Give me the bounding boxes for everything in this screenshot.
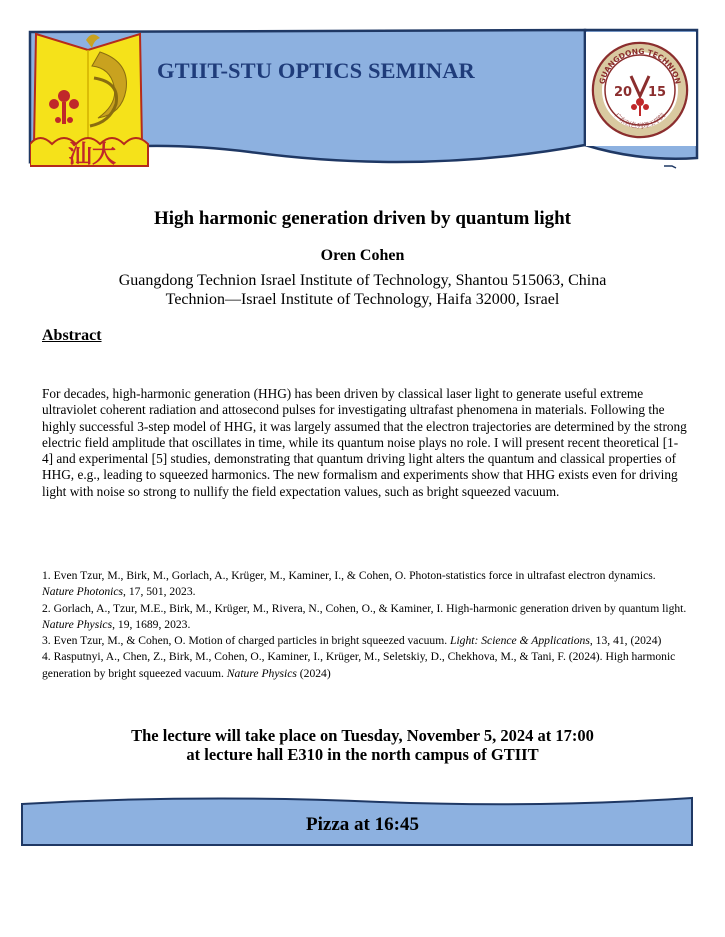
abstract-text: For decades, high-harmonic generation (HHG) has been driven by classical laser light to generate useful extreme ultraviolet coherent radiation and attosecond pulses for investigating ultrafast phenomena in materials. Following the highly successful 3-step model of HHG, it was largely assumed that the electron trajectories are determined by the strong electric field amplitude that oscillates in time, while its quantum noise plays no role. I will present recent theoretical [1-4] and experimental [5] studies, demonstrating that quantum driving light alters the quantum and classical properties of HHG, e.g., leading to squeezed harmonics. The new formalism and experiments show that HHG exists even for driving light with noise so strong to nullify the field expectation values, such as bright squeezed vacuum. (42, 386, 687, 499)
stu-logo-icon (30, 32, 150, 172)
reference-journal: Light: Science & Applications (450, 634, 590, 648)
references-list (42, 568, 690, 682)
gtiit-ring-text: GUANGDONG TECHNION (597, 46, 683, 85)
reference-item: 1. Even Tzur, M., Birk, M., Gorlach, A., Krüger, M., Kaminer, I., & Cohen, O. Photon-statistics force in ultrafast electron dynamics. Nature Photonics, 17, 501, 2023. (42, 569, 656, 599)
affiliation-2: Technion—Israel Institute of Technology, Haifa 32000, Israel (165, 291, 560, 308)
gtiit-year-right: 15 (647, 85, 667, 100)
reference-journal: Nature Photonics (42, 585, 124, 599)
affiliation-1: Guangdong Technion Israel Institute of Technology, Shantou 515063, China (118, 272, 607, 289)
lecture-time: The lecture will take place on Tuesday, November 5, 2024 at 17:00 (131, 726, 594, 745)
reference-item: 4. Rasputnyi, A., Chen, Z., Birk, M., Cohen, O., Kaminer, I., Krüger, M., Seletskiy, D., Chekhova, M., & Tani, F. (2024). High harmonic generation by bright squeezed vacuum. Nature Physics (2024) (42, 650, 676, 680)
reference-journal: Nature Physics (42, 617, 113, 631)
gtiit-year-left: 20 (613, 85, 633, 100)
seminar-title: GTIIT-STU OPTICS SEMINAR (157, 58, 475, 83)
gtiit-chinese-text: 广东以色列理工学院 (613, 111, 667, 130)
reference-journal: Nature Physics (226, 666, 297, 680)
speaker-name: Oren Cohen (320, 247, 405, 264)
pizza-time: Pizza at 16:45 (306, 814, 419, 835)
reference-item: 3. Even Tzur, M., & Cohen, O. Motion of charged particles in bright squeezed vacuum. Light: Science & Applications, 13, 41, (2024) (42, 634, 662, 648)
talk-title: High harmonic generation driven by quantum light (154, 208, 571, 229)
reference-item: 2. Gorlach, A., Tzur, M.E., Birk, M., Krüger, M., Rivera, N., Cohen, O., & Kaminer, I. High-harmonic generation driven by quantum light. Nature Physics, 19, 1689, 2023. (42, 601, 687, 631)
abstract-heading: Abstract (42, 327, 102, 344)
gtiit-logo-icon (590, 40, 690, 140)
stu-logo-text: 汕大 (68, 140, 116, 168)
lecture-location: at lecture hall E310 in the north campus of GTIIT (186, 745, 539, 764)
